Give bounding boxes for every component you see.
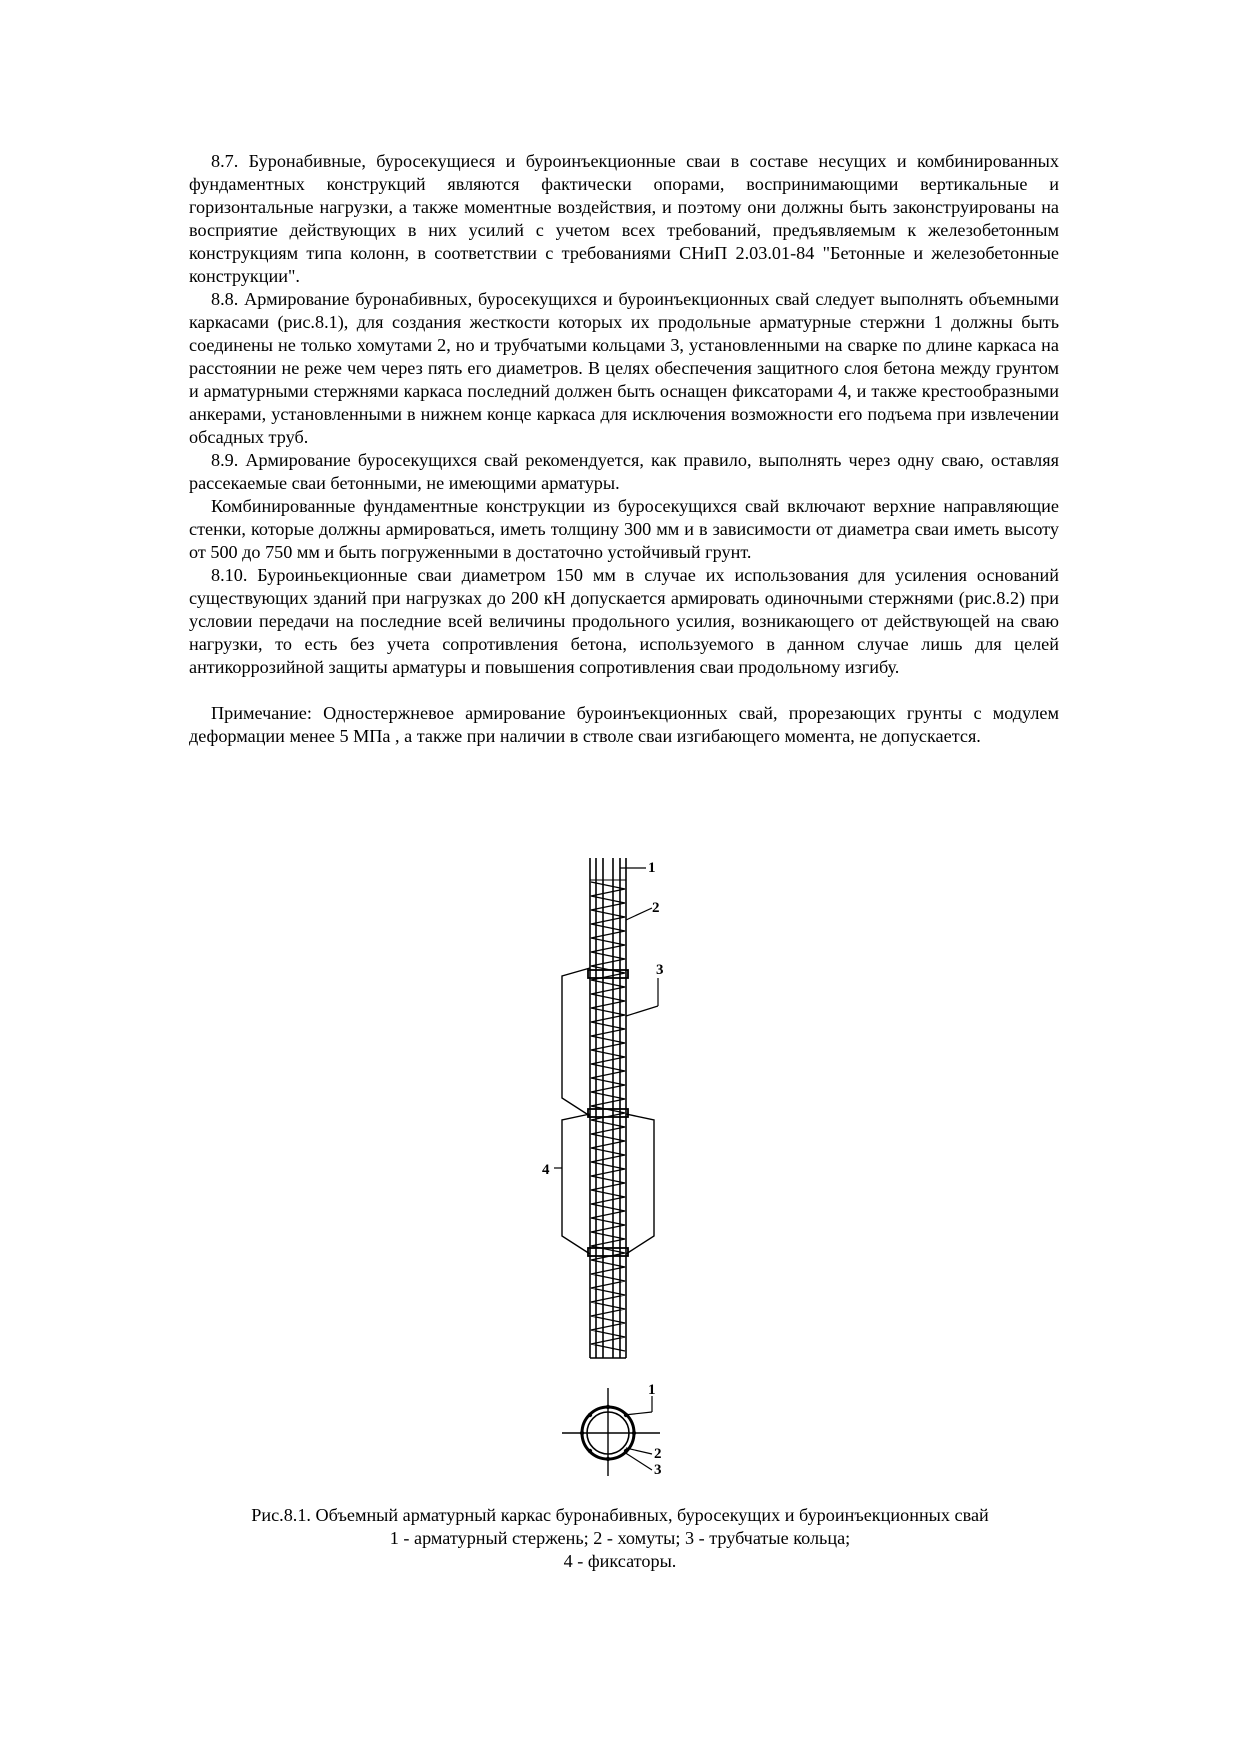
figure-8-1 — [540, 858, 710, 1478]
label-fixators: 4 — [542, 1162, 550, 1178]
body-text — [189, 150, 1059, 748]
paragraph-8-8: 8.8. Армирование буронабивных, буросекущихся и буроинъекционных свай следует выполнять объемными каркасами (рис.8.1), для создания жесткости которых их продольные арматурные стержни 1 должны быть соединены не только хомутами 2, но и трубчатыми кольцами 3, установленными на сварке по длине каркаса на расстоянии не реже чем через пять его диаметров. В целях обеспечения защитного слоя бетона между грунтом и арматурными стержнями каркаса последний должен быть оснащен фиксаторами 4, и также крестообразными анкерами, установленными в нижнем конце каркаса для исключения возможности его подъема при извлечении обсадных труб. — [189, 289, 1059, 447]
label-section-hoops: 2 — [654, 1446, 662, 1462]
label-section-rod: 1 — [648, 1382, 656, 1398]
caption-title: Рис.8.1. Объемный арматурный каркас буронабивных, буросекущих и буроинъекционных свай — [251, 1505, 989, 1525]
caption-legend-1: 1 - арматурный стержень; 2 - хомуты; 3 - трубчатые кольца; — [389, 1528, 851, 1548]
paragraph-8-7: 8.7. Буронабивные, буросекущиеся и буроинъекционные сваи в составе несущих и комбинированных фундаментных конструкций являются фактически опорами, воспринимающими вертикальные и горизонтальные нагрузки, а также моментные воздействия, и поэтому они должны быть законструированы на восприятие действующих в них усилий с учетом всех требований, предъявляемым к железобетонным конструкциям типа колонн, в соответствии с требованиями СНиП 2.03.01-84 "Бетонные и железобетонные конструкции". — [189, 151, 1059, 286]
label-rings: 3 — [656, 962, 664, 978]
paragraph-8-10: 8.10. Буроиньекционные сваи диаметром 150 мм в случае их использования для усиления оснований существующих зданий при нагрузках до 200 кН допускается армировать одиночными стержнями (рис.8.2) при условии передачи на последние всей величины продольного усилия, возникающего от действующей на сваю нагрузки, то есть без учета сопротивления бетона, используемого в данном случае лишь для целей антикоррозийной защиты арматуры и повышения сопротивления сваи продольному изгибу. — [189, 565, 1059, 677]
paragraph-8-9: 8.9. Армирование буросекущихся свай рекомендуется, как правило, выполнять через одну сваю, оставляя рассекаемые сваи бетонными, не имеющими арматуры. — [189, 450, 1059, 493]
label-rod: 1 — [648, 860, 656, 876]
caption-legend-2: 4 - фиксаторы. — [563, 1551, 677, 1571]
paragraph-combined: Комбинированные фундаментные конструкции из буросекущихся свай включают верхние направляющие стенки, которые должны армироваться, иметь толщину 300 мм и в зависимости от диаметра сваи иметь высоту от 500 до 750 мм и быть погруженными в достаточно устойчивый грунт. — [189, 496, 1059, 562]
label-hoops: 2 — [652, 900, 660, 916]
note: Примечание: Одностержневое армирование буроинъекционных свай, прорезающих грунты с модулем деформации менее 5 МПа , а также при наличии в стволе сваи изгибающего момента, не допускается. — [189, 703, 1059, 746]
figure-caption — [150, 1504, 1090, 1573]
label-section-rings: 3 — [654, 1462, 662, 1478]
reinforcement-cage-drawing — [540, 858, 710, 1478]
